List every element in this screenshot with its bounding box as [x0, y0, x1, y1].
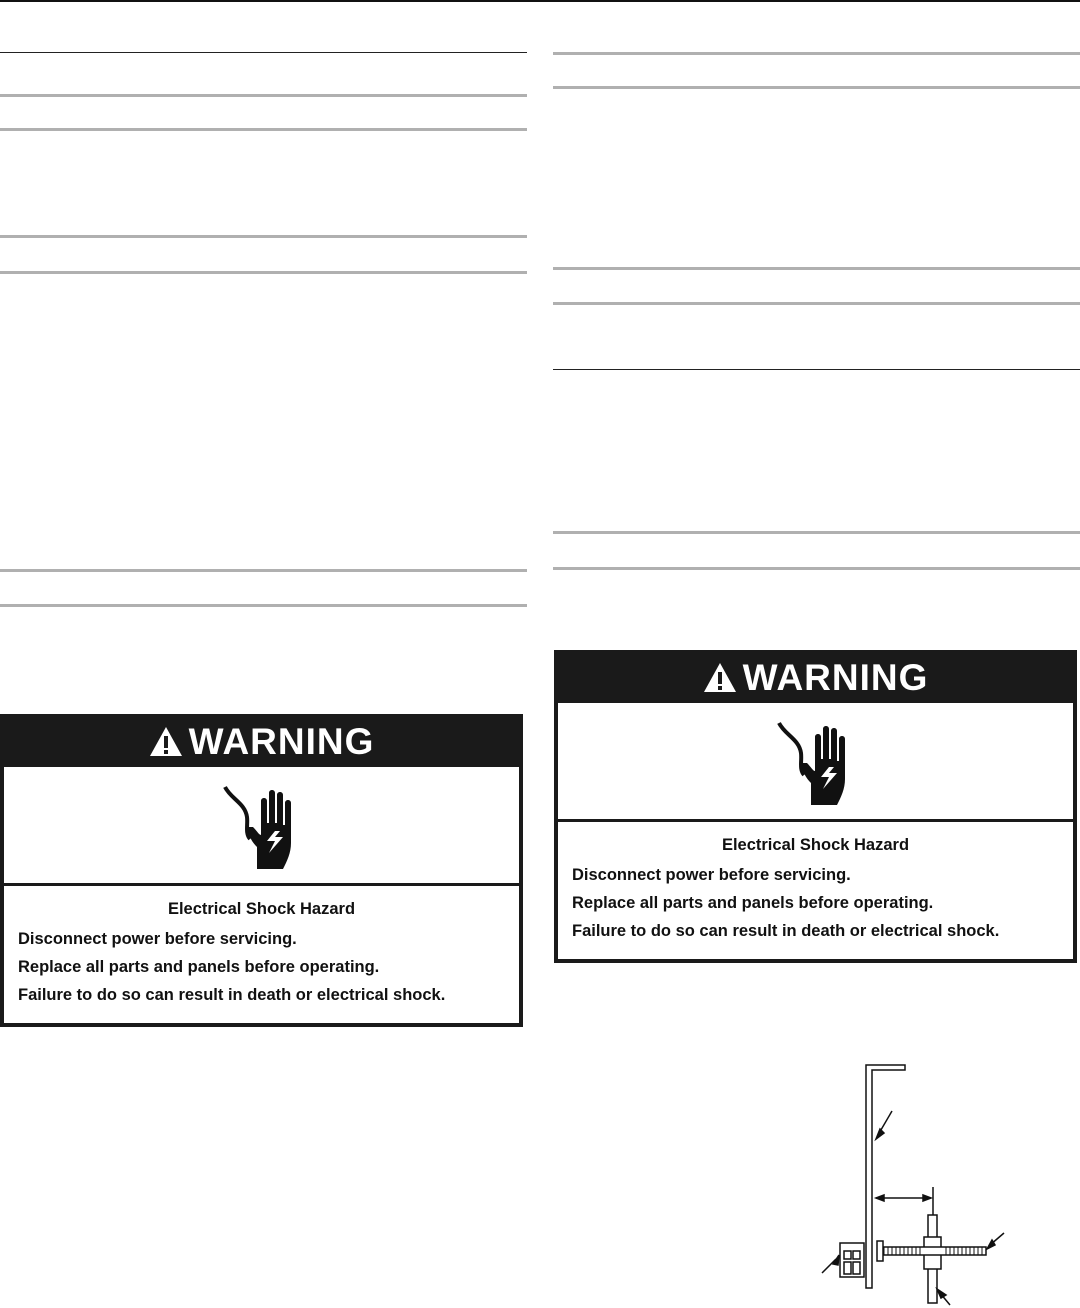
- warning-line: Disconnect power before servicing.: [572, 866, 851, 884]
- electrical-shock-hand-icon: [217, 777, 307, 873]
- page-top-rule: [0, 0, 1080, 2]
- warning-text: [558, 822, 1073, 941]
- hazard-title: Electrical Shock Hazard: [167, 900, 356, 918]
- bracket-bolt-clearance-diagram: [800, 1055, 1040, 1308]
- warning-box-left: [0, 714, 523, 1027]
- section-rule: [0, 604, 527, 607]
- section-rule: [553, 302, 1080, 305]
- section-rule: [0, 94, 527, 97]
- section-rule: [0, 235, 527, 238]
- section-rule: [553, 531, 1080, 534]
- section-rule: [553, 52, 1080, 55]
- safety-alert-triangle-icon: [149, 725, 183, 759]
- hazard-icon-panel: [558, 701, 1073, 822]
- warning-line: Disconnect power before servicing.: [18, 930, 297, 948]
- warning-line: Failure to do so can result in death or electrical shock.: [18, 986, 446, 1004]
- section-rule: [0, 52, 527, 53]
- hazard-title: Electrical Shock Hazard: [721, 836, 910, 854]
- warning-box-right: [554, 650, 1077, 963]
- warning-header: [558, 654, 1073, 701]
- section-rule: [0, 569, 527, 572]
- section-rule: [553, 369, 1080, 370]
- warning-line: Failure to do so can result in death or electrical shock.: [572, 922, 1000, 940]
- section-rule: [553, 567, 1080, 570]
- warning-line: Replace all parts and panels before operating.: [18, 958, 380, 976]
- section-rule: [553, 86, 1080, 89]
- warning-header: [4, 718, 519, 765]
- section-rule: [0, 271, 527, 274]
- warning-text: [4, 886, 519, 1005]
- electrical-shock-hand-icon: [771, 713, 861, 809]
- section-rule: [0, 128, 527, 131]
- hazard-icon-panel: [4, 765, 519, 886]
- signal-word: WARNING: [742, 656, 929, 698]
- section-rule: [553, 267, 1080, 270]
- signal-word: WARNING: [188, 720, 375, 762]
- warning-line: Replace all parts and panels before operating.: [572, 894, 934, 912]
- safety-alert-triangle-icon: [703, 661, 737, 695]
